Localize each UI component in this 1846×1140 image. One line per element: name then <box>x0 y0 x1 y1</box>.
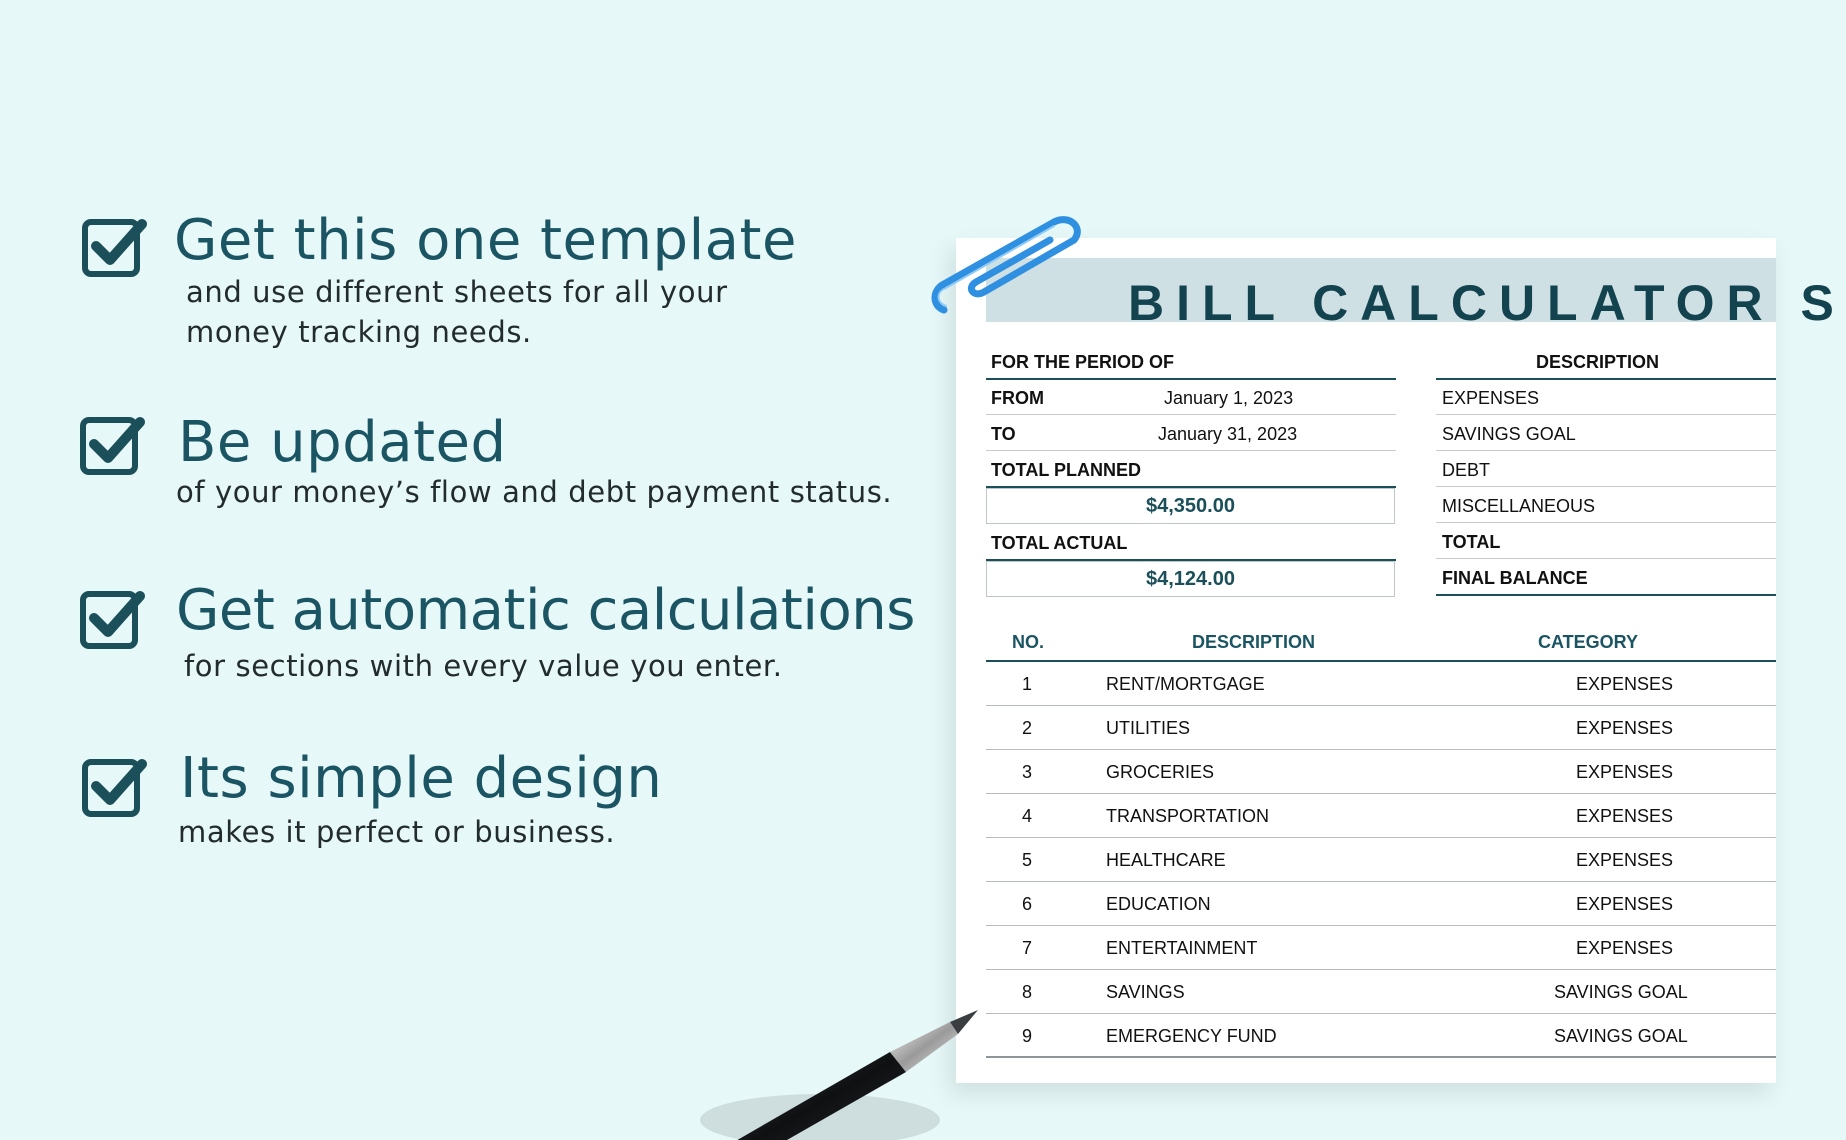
row-description: EMERGENCY FUND <box>1106 1026 1277 1046</box>
row-description: HEALTHCARE <box>1106 850 1226 870</box>
total-label: TOTAL <box>1442 532 1501 552</box>
divider <box>986 450 1396 451</box>
table-row[interactable] <box>986 750 1776 794</box>
divider <box>1436 486 1776 487</box>
row-no: 3 <box>1022 762 1033 782</box>
row-category: EXPENSES <box>1576 894 1674 914</box>
table-row[interactable] <box>986 970 1776 1014</box>
final-balance-label: FINAL BALANCE <box>1442 568 1588 588</box>
feature-subtitle: money tracking needs. <box>186 315 532 349</box>
row-description: RENT/MORTGAGE <box>1106 674 1265 694</box>
divider <box>1436 522 1776 523</box>
table-row[interactable] <box>986 1014 1776 1058</box>
feature-subtitle: of your money’s flow and debt payment status. <box>176 475 893 509</box>
checkbox-checked-icon <box>82 754 146 818</box>
feature-subtitle: for sections with every value you enter. <box>184 649 783 683</box>
row-no: 7 <box>1022 938 1033 958</box>
checkbox-checked-icon <box>82 214 146 278</box>
row-description: ENTERTAINMENT <box>1106 938 1258 958</box>
description-item: EXPENSES <box>1442 388 1540 408</box>
row-category: SAVINGS GOAL <box>1554 982 1688 1002</box>
feature-title-design: Its simple design <box>180 746 663 811</box>
table-row[interactable] <box>986 926 1776 970</box>
row-category: EXPENSES <box>1576 938 1674 958</box>
row-category: EXPENSES <box>1576 674 1674 694</box>
divider <box>986 414 1396 415</box>
feature-title-template: Get this one template <box>174 208 797 273</box>
row-no: 6 <box>1022 894 1033 914</box>
divider <box>1436 378 1776 380</box>
description-item: MISCELLANEOUS <box>1442 496 1596 516</box>
row-description: UTILITIES <box>1106 718 1191 738</box>
row-category: EXPENSES <box>1576 806 1674 826</box>
from-value: January 1, 2023 <box>1164 388 1294 408</box>
table-row[interactable] <box>986 794 1776 838</box>
row-description: GROCERIES <box>1106 762 1215 782</box>
to-label: TO <box>991 424 1016 444</box>
row-category: SAVINGS GOAL <box>1554 1026 1688 1046</box>
divider <box>1436 414 1776 415</box>
table-row[interactable] <box>986 662 1776 706</box>
checkbox-checked-icon <box>80 412 144 476</box>
table-row[interactable] <box>986 706 1776 750</box>
description-header: DESCRIPTION <box>1536 352 1660 372</box>
row-description: SAVINGS <box>1106 982 1185 1002</box>
description-item: SAVINGS GOAL <box>1442 424 1576 444</box>
table-row[interactable] <box>986 882 1776 926</box>
feature-title-updated: Be updated <box>178 410 507 475</box>
table-header-category: CATEGORY <box>1538 632 1639 652</box>
feature-title-calculations: Get automatic calculations <box>176 578 915 643</box>
to-value: January 31, 2023 <box>1158 424 1298 444</box>
description-item: DEBT <box>1442 460 1491 480</box>
row-no: 4 <box>1022 806 1033 826</box>
row-category: EXPENSES <box>1576 762 1674 782</box>
pen-icon <box>700 1000 1000 1140</box>
divider <box>1436 450 1776 451</box>
divider <box>986 378 1396 380</box>
divider <box>1436 594 1776 596</box>
bill-calculator-sheet <box>956 238 1846 1083</box>
row-category: EXPENSES <box>1576 718 1674 738</box>
row-no: 8 <box>1022 982 1033 1002</box>
checkbox-checked-icon <box>80 586 144 650</box>
row-no: 2 <box>1022 718 1033 738</box>
total-actual-value[interactable]: $4,124.00 <box>986 561 1395 597</box>
divider <box>1436 558 1776 559</box>
total-planned-value[interactable]: $4,350.00 <box>986 488 1395 524</box>
row-description: EDUCATION <box>1106 894 1211 914</box>
row-no: 1 <box>1022 674 1033 694</box>
table-header-description: DESCRIPTION <box>1192 632 1316 652</box>
row-rule <box>986 1056 1776 1058</box>
feature-subtitle: and use different sheets for all your <box>186 275 728 309</box>
row-description: TRANSPORTATION <box>1106 806 1270 826</box>
table-row[interactable] <box>986 838 1776 882</box>
row-category: EXPENSES <box>1576 850 1674 870</box>
total-planned-label: TOTAL PLANNED <box>991 460 1142 480</box>
from-label: FROM <box>991 388 1044 408</box>
paperclip-icon <box>924 206 1094 326</box>
feature-subtitle: makes it perfect or business. <box>178 815 616 849</box>
row-no: 5 <box>1022 850 1033 870</box>
period-label: FOR THE PERIOD OF <box>991 352 1175 372</box>
table-header-no: NO. <box>1012 632 1045 652</box>
row-no: 9 <box>1022 1026 1033 1046</box>
total-actual-label: TOTAL ACTUAL <box>991 533 1128 553</box>
sheet-title: BILL CALCULATOR S <box>1128 275 1846 331</box>
